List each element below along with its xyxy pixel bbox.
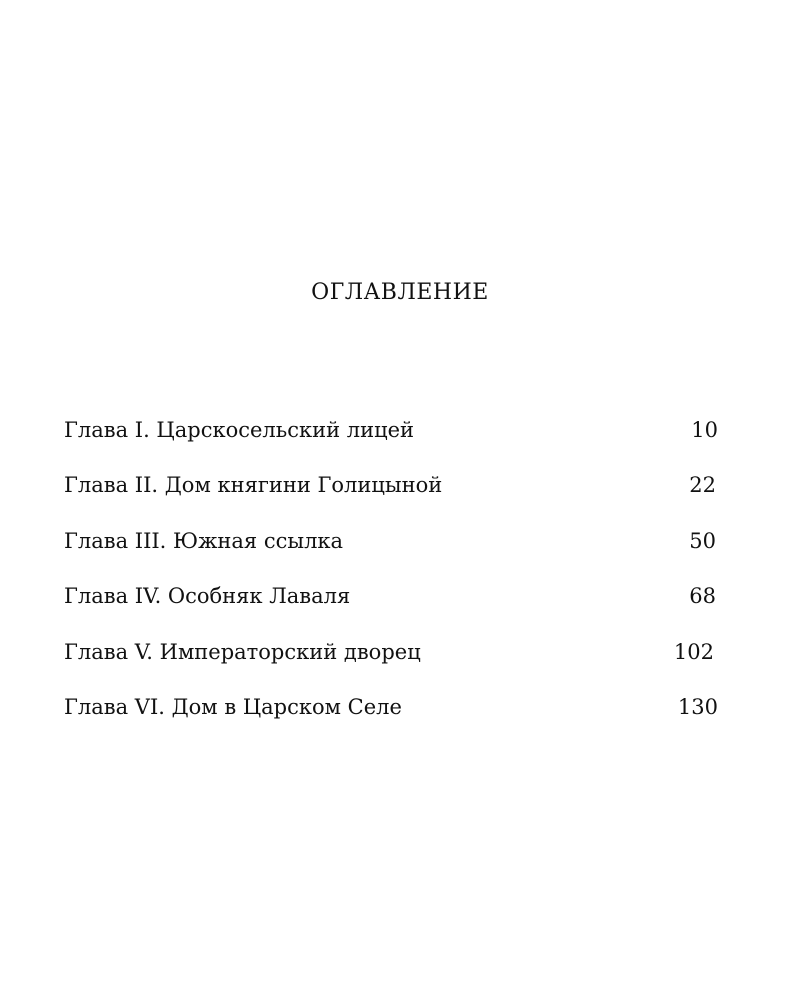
toc-entry-page-number: 22 [689,473,716,498]
toc-entry-title: Глава II. Дом княгини Голицыной [64,473,443,498]
toc-entry-title: Глава VI. Дом в Царском Селе [64,694,402,719]
page-title: ОГЛАВЛЕНИЕ [311,280,489,305]
toc-entry-title: Глава IV. Особняк Лаваля [64,584,351,609]
toc-entry-page-number: 50 [689,528,716,553]
toc-entry-1[interactable] [64,414,718,469]
toc-entry-page-number: 102 [673,639,714,664]
toc-entry-page-number: 68 [689,584,716,609]
table-of-contents [64,414,718,746]
toc-entry-2[interactable] [64,469,718,524]
toc-entry-3[interactable] [64,525,718,580]
toc-entry-title: Глава I. Царскосельский лицей [64,418,415,442]
toc-entry-title: Глава V. Императорский дворец [64,639,421,664]
toc-entry-title: Глава III. Южная ссылка [64,528,344,553]
toc-entry-page-number: 130 [677,694,718,719]
toc-entry-6[interactable] [64,691,718,746]
toc-entry-5[interactable] [64,636,718,691]
toc-entry-4[interactable] [64,580,718,635]
toc-entry-page-number: 10 [691,418,718,442]
